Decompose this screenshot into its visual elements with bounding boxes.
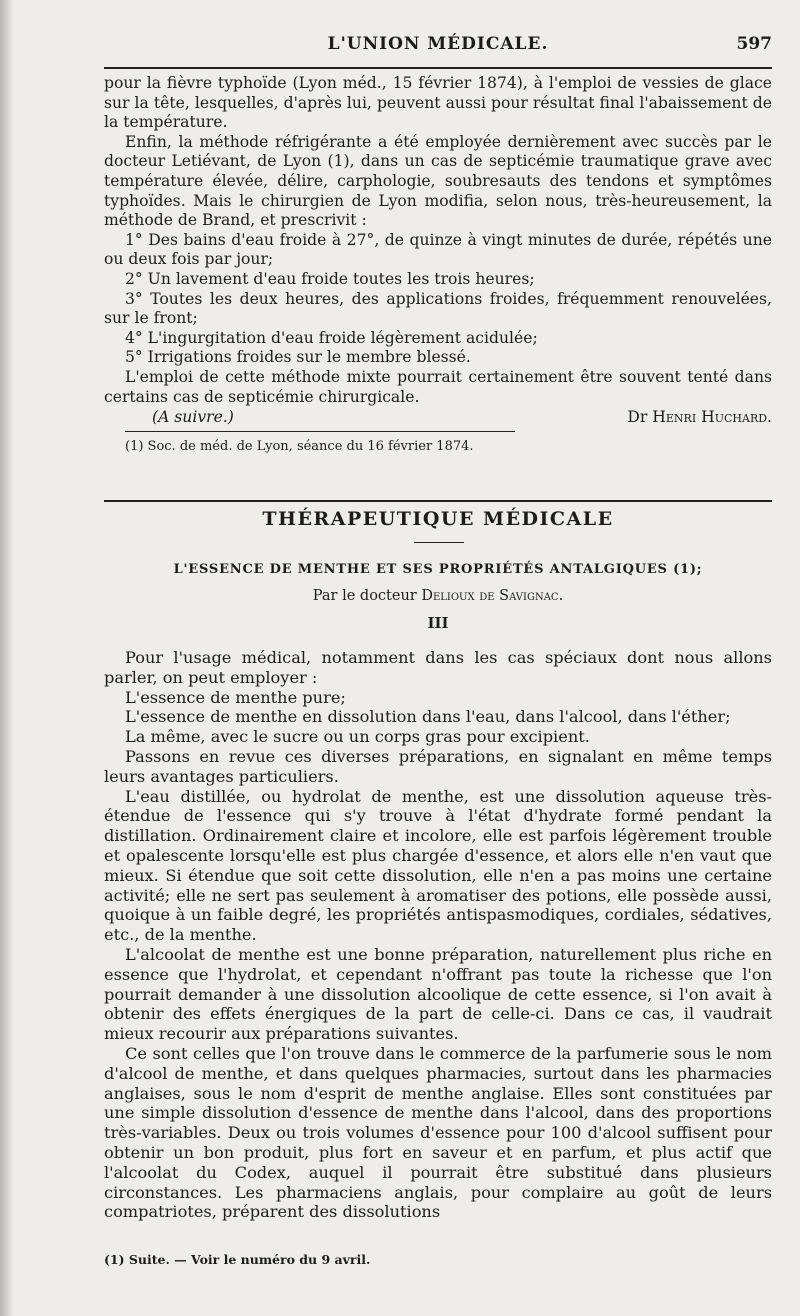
article-title: L'ESSENCE DE MENTHE ET SES PROPRIÉTÉS ANTALGIQUES (1); <box>173 562 703 577</box>
list-item: L'essence de menthe en dissolution dans l'eau, dans l'alcool, dans l'éther; <box>125 707 731 727</box>
list-item: 3° Toutes les deux heures, des applications froides, fréquemment renouvelées, sur le front; <box>104 289 772 328</box>
list-item: 5° Irrigations froides sur le membre blessé. <box>125 348 471 367</box>
list-item: 4° L'ingurgitation d'eau froide légèrement acidulée; <box>125 328 538 347</box>
paragraph: Enfin, la méthode réfrigérante a été employée dernièrement avec succès par le docteur Letiévant, de Lyon (1), dans un cas de septicémie traumatique grave avec température élevée, délire, carphologie, soubresauts des tendons et symptômes typhoïdes. Mais le chirurgien de Lyon modifia, selon nous, très-heureusement, la méthode de Brand, et prescrivit : <box>104 132 772 230</box>
paragraph: L'eau distillée, ou hydrolat de menthe, est une dissolution aqueuse très-étendue de l'essence qui s'y trouve à l'état d'hydrate formé pendant la distillation. Ordinairement claire et incolore, elle est parfois légèrement trouble et opalescente lorsqu'elle est plus chargée d'essence, et alors elle n'en vaut que mieux. Si étendue que soit cette dissolution, elle n'en a pas moins une certaine activité; elle ne sert pas seulement à aromatiser des potions, elle possède aussi, quoique à un faible degré, les propriétés antispasmodiques, cordiales, sédatives, etc., de la menthe. <box>104 786 772 945</box>
section-rule <box>104 500 772 502</box>
running-title: L'UNION MÉDICALE. <box>327 34 549 54</box>
paragraph: L'emploi de cette méthode mixte pourrait certainement être souvent tenté dans certains cas de septicémie chirurgicale. <box>104 367 772 406</box>
paragraph: pour la fièvre typhoïde (Lyon méd., 15 février 1874), à l'emploi de vessies de glace sur la tête, lesquelles, d'après lui, peuvent aussi pour résultat final l'abaissement de la température. <box>104 74 772 132</box>
list-item: La même, avec le sucre ou un corps gras pour excipient. <box>125 727 590 747</box>
paragraph: L'alcoolat de menthe est une bonne préparation, naturellement plus riche en essence que l'hydrolat, et cependant n'offrant pas toute la richesse que l'on pourrait demander à une dissolution alcoolique de cette essence, si l'on avait à obtenir des effets énergiques de la part de celle-ci. Dans ce cas, il vaudrait mieux recourir aux préparations suivantes. <box>104 944 772 1044</box>
author-name: Henri Huchard. <box>652 408 772 427</box>
header-rule <box>104 67 772 69</box>
part-number: III <box>427 614 449 632</box>
page-gutter-shadow <box>0 0 14 1316</box>
article-continuation <box>104 74 772 456</box>
section-title: THÉRAPEUTIQUE MÉDICALE <box>262 508 614 530</box>
footnote: (1) Soc. de méd. de Lyon, séance du 16 février 1874. <box>125 439 474 455</box>
list-item: 2° Un lavement d'eau froide toutes les trois heures; <box>125 269 535 288</box>
list-item: 1° Des bains d'eau froide à 27°, de quinze à vingt minutes de durée, répétés une ou deux fois par jour; <box>104 230 772 269</box>
list-item: L'essence de menthe pure; <box>125 687 346 707</box>
signature-line <box>104 407 772 427</box>
paragraph: Ce sont celles que l'on trouve dans le commerce de la parfumerie sous le nom d'alcool de menthe, et dans quelques pharmacies, surtout dans les pharmacies anglaises, sous le nom d'esprit de menthe anglaise. Elles sont constituées par une simple dissolution d'essence de menthe dans l'alcool, dans des proportions très-variables. Deux ou trois volumes d'essence pour 100 d'alcool suffisent pour obtenir un bon produit, plus fort en saveur et en parfum, et plus actif que l'alcoolat du Codex, auquel il pourrait être substitué dans plusieurs circonstances. Les pharmaciens anglais, pour complaire au goût de leurs compatriotes, préparent des dissolutions <box>104 1043 772 1222</box>
footnote: (1) Suite. — Voir le numéro du 9 avril. <box>104 1252 371 1267</box>
title-underline <box>414 542 464 543</box>
author-prefix: Dr <box>627 408 648 427</box>
paragraph: Passons en revue ces diverses préparations, en signalant en même temps leurs avantages particuliers. <box>104 746 772 786</box>
byline <box>104 588 772 604</box>
author-signature <box>627 407 772 427</box>
page-number: 597 <box>736 34 772 54</box>
paragraph: Pour l'usage médical, notamment dans les cas spéciaux dont nous allons parler, on peut employer : <box>104 648 772 687</box>
footnote-rule <box>125 431 515 432</box>
page-header <box>104 34 772 62</box>
to-follow: (A suivre.) <box>152 408 234 427</box>
byline-author: Delioux de Savignac. <box>421 588 564 604</box>
byline-prefix: Par le docteur <box>312 588 417 604</box>
article-body <box>104 648 772 1222</box>
